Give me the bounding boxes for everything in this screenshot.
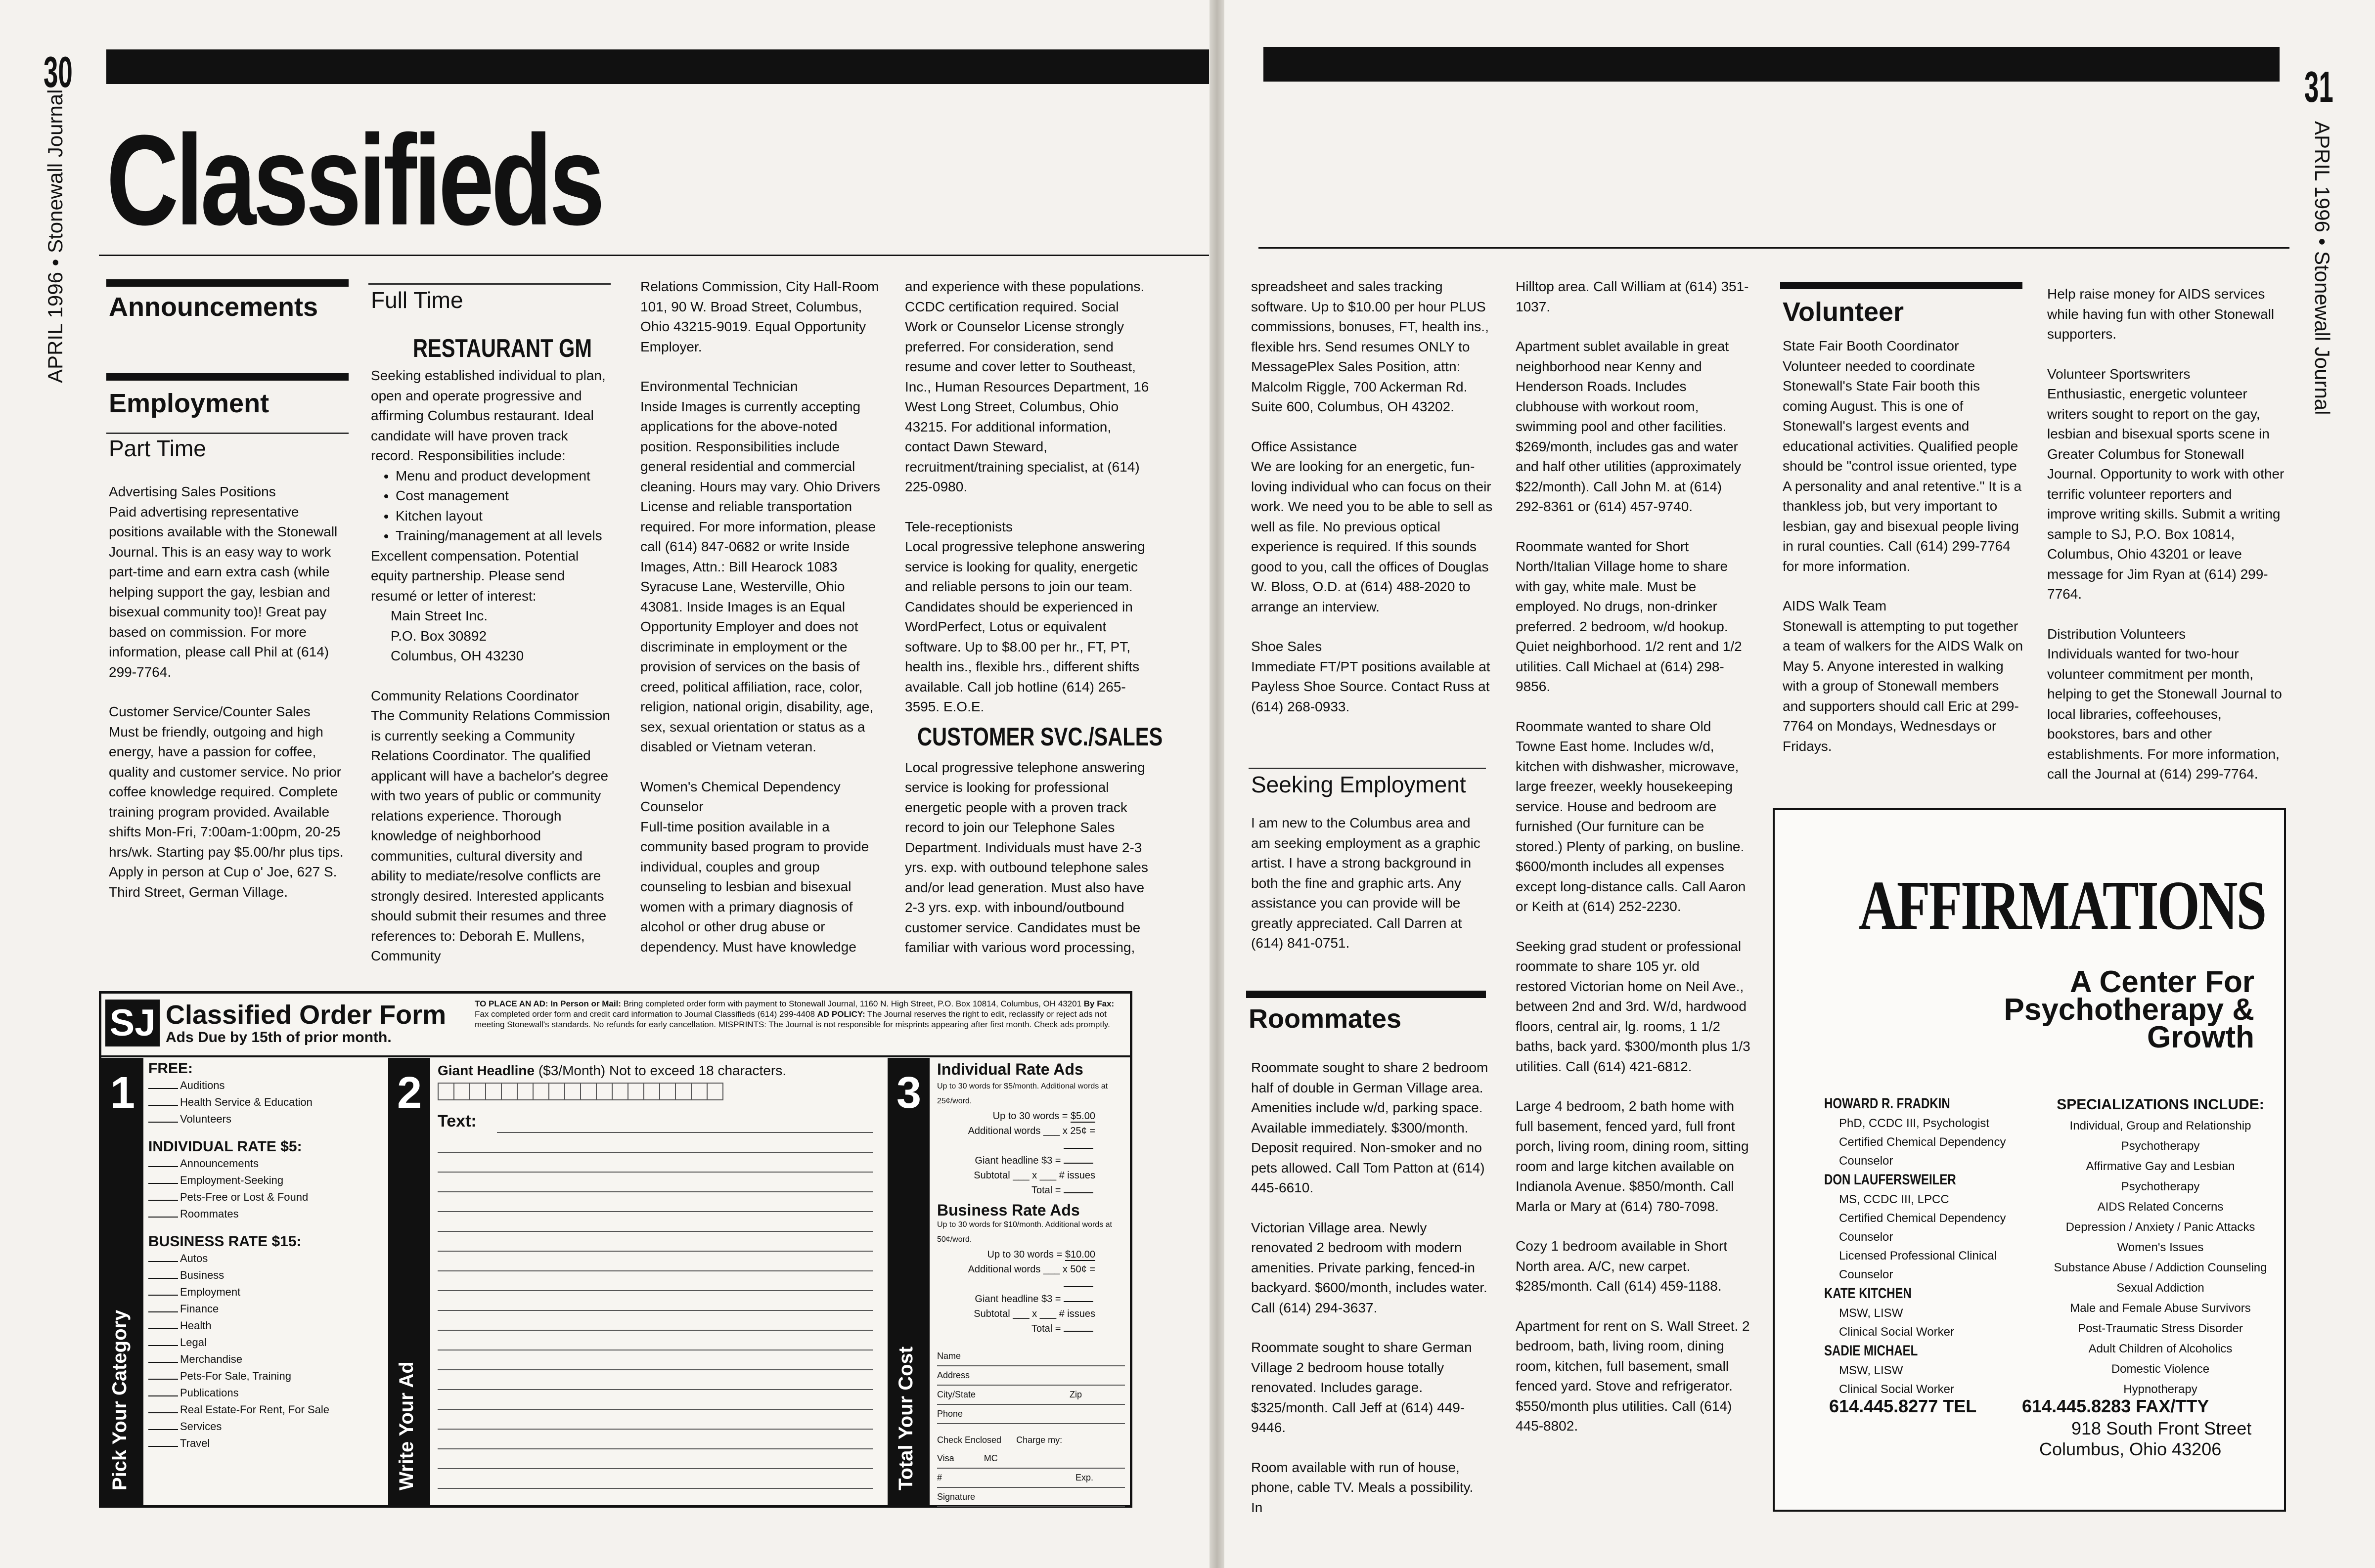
business-rate-title: Business Rate Ads bbox=[937, 1201, 1080, 1219]
text-label: Text: bbox=[438, 1112, 477, 1131]
ad-aids-help: Help raise money for AIDS services while having fun with other Stonewall supporters. bbox=[2047, 286, 2275, 342]
category-option[interactable]: Employment bbox=[148, 1284, 383, 1301]
announcements-heading: Announcements bbox=[109, 292, 318, 322]
ad-roommate: Roommate wanted to share Old Towne East home. Includes w/d, kitchen with dishwasher, microwave, large freezer, weekly housekeeping service. House and bedroom are furnished (Our furniture can be stored.) Plenty of parking, on busline. $600/month includes all expenses except long-distance calls. Call Aaron or Keith at (614) 252-2230. bbox=[1516, 718, 1746, 914]
ad-office-assistance: Office Assistance We are looking for an energetic, fun-loving individual who can focus on their work. We need you to be able to sell as well as file. No previous optical experience is required. If this sounds good to you, call the offices of Douglas W. Bloss, O.D. at (614) 488-2020 to arrange an interview. bbox=[1251, 438, 1493, 614]
business-rate-note: Up to 30 words for $10/month. Additional words at 50¢/word. bbox=[937, 1220, 1112, 1244]
affirmations-subtitle bbox=[1859, 965, 2254, 1054]
phone-field: Phone bbox=[937, 1405, 1125, 1424]
spec-item: Depression / Anxiety / Panic Attacks bbox=[2065, 1220, 2255, 1234]
instr-text: Bring completed order form with payment to Stonewall Journal, 1160 N. High Street, P.O. Box 10814, Columbus, OH 43201 bbox=[623, 999, 1082, 1008]
form-instructions bbox=[475, 999, 1122, 1030]
tab-label: Pick Your Category bbox=[109, 1309, 131, 1490]
customer-svc-title: CUSTOMER SVC./SALES bbox=[917, 722, 1163, 751]
duty-item: • Cost management bbox=[396, 486, 613, 506]
category-option[interactable]: Merchandise bbox=[148, 1351, 383, 1368]
instr-label: TO PLACE AN AD: In Person or Mail: bbox=[475, 999, 621, 1008]
seeking-employment-subhead: Seeking Employment bbox=[1251, 772, 1466, 797]
full-time-rule bbox=[368, 283, 611, 285]
title-rule bbox=[99, 255, 1209, 256]
left-page-number: 30 bbox=[44, 47, 73, 96]
giant-headline-note: ($3/Month) Not to exceed 18 characters. bbox=[538, 1063, 786, 1078]
address-line: Main Street Inc. bbox=[391, 608, 488, 623]
category-option[interactable]: Pets-For Sale, Training bbox=[148, 1368, 383, 1385]
seeking-employment-text: I am new to the Columbus area and am seeking employment as a graphic artist. I have a strong background in both the fine and graphic arts. Any assistance you can provide will be greatly appreciated. Call Darren at (614) 841-0751. bbox=[1251, 815, 1480, 951]
right-column-3 bbox=[1783, 336, 2025, 776]
category-option[interactable]: Roommates bbox=[148, 1206, 383, 1222]
page-gutter bbox=[1210, 0, 1224, 1568]
tab-total-cost bbox=[888, 1058, 930, 1505]
ad-community-relations: Community Relations Coordinator The Community Relations Commission is currently seeking a Community Relations Coordinator. The qualified applicant will have a bachelor's degree with two years of public or community relations experience. Thorough knowledge of neighborhood communities, cultural diversity and ability to mediate/resolve conflicts are strongly desired. Interested applicants should submit their resumes and three references to: Deborah E. Mullens, Community bbox=[371, 688, 610, 963]
tab-number: 2 bbox=[397, 1068, 422, 1118]
classified-order-form bbox=[99, 991, 1132, 1508]
tab-label: Total Your Cost bbox=[895, 1346, 917, 1490]
address-line-1: 918 South Front Street bbox=[2071, 1418, 2252, 1438]
ad-roommate: Hilltop area. Call William at (614) 351-1037. bbox=[1516, 279, 1749, 314]
card-field: # Exp. bbox=[937, 1469, 1125, 1488]
ad-sportswriters: Volunteer Sportswriters Enthusiastic, energetic volunteer writers sought to report on the gay, lesbian and bisexual sports scene in Greater Columbus for Stonewall Journal. Opportunity to work with other terrific volunteer reporters and improve writing skills. Submit a writing sample to SJ, P.O. Box 10814, Columbus, Ohio 43201 or leave message for Jim Ryan at (614) 299-7764. bbox=[2047, 366, 2285, 602]
spec-item: Individual, Group and Relationship Psychotherapy bbox=[2069, 1119, 2251, 1153]
ad-counselor-cont: and experience with these populations. CCDC certification required. Social Work or Counselor License strongly preferred. For consideration, send resume and cover letter to Southeast, Inc., Human Resources Department, 16 West Long Street, Columbus, Ohio 43215. For additional information, contact Dawn Steward, recruitment/training specialist, at (614) 225-0980. bbox=[905, 279, 1149, 494]
left-column-3 bbox=[640, 277, 883, 977]
instr-label: AD POLICY: bbox=[817, 1009, 865, 1019]
full-time-subhead: Full Time bbox=[371, 287, 463, 313]
ad-distribution: Distribution Volunteers Individuals wanted for two-hour volunteer commitment per month, helping to get the Stonewall Journal to local libraries, coffeehouses, bookstores, bars and other establishments. For more information, call the Journal at (614) 299-7764. bbox=[2047, 626, 2282, 782]
ad-customer-svc: Local progressive telephone answering service is looking for professional energetic people with a proven track record to join our Telephone Sales Department. Individuals must have 2-3 yrs. exp. with outbound telephone sales and/or lead generation. Must also have 2-3 yrs. exp. with inbound/outbound customer service. Candidates must be familiar with various word processing, bbox=[905, 759, 1148, 955]
ad-aids-walk: AIDS Walk Team Stonewall is attempting to put together a team of walkers for the AIDS Walk on May 5. Anyone interested in walking with a group of Stonewall members and supporters should call Eric at 299-7764 on Mondays, Wednesdays or Fridays. bbox=[1783, 598, 2023, 754]
ad-roommate: Apartment for rent on S. Wall Street. 2 bedroom, bath, living room, dining room, kitchen, full basement, small fenced yard. Stove and refrigerator. $550/month plus utilities. Call (614) 445-8802. bbox=[1516, 1318, 1750, 1434]
specializations bbox=[2052, 1094, 2269, 1399]
roommates-bar bbox=[1246, 991, 1486, 998]
staff-name: KATE KITCHEN bbox=[1824, 1285, 1912, 1302]
ad-state-fair: State Fair Booth Coordinator Volunteer needed to coordinate Stonewall's State Fair booth this coming August. This is one of Stonewall's largest events and educational activities. Qualified people should be "control issue oriented, type A personality and anal retentive." It is a thankless job, but very important to lesbian, gay and bisexual people living in rural counties. Call (614) 299-7764 for more information. bbox=[1783, 338, 2022, 574]
category-option[interactable]: Pets-Free or Lost & Found bbox=[148, 1189, 383, 1206]
staff-member: SADIE MICHAEL MSW, LISW Clinical Social Worker bbox=[1824, 1343, 1954, 1396]
giant-headline-boxes[interactable] bbox=[438, 1083, 883, 1103]
sj-logo: SJ bbox=[105, 1000, 160, 1046]
ad-roommate: Apartment sublet available in great neighborhood near Kenny and Henderson Roads. Includes clubhouse with workout room, swimming pool and other facilities. $269/month, includes gas and water and half other utilities (approximately $22/month). Call John M. at (614) 292-8361 or (614) 457-9740. bbox=[1516, 339, 1742, 514]
address-line: P.O. Box 30892 bbox=[391, 628, 487, 644]
ad-relations-cont: Relations Commission, City Hall-Room 101, 90 W. Broad Street, Columbus, Ohio 43215-9019. Equal Opportunity Employer. bbox=[640, 279, 879, 354]
category-option[interactable]: Publications bbox=[148, 1385, 383, 1401]
city-zip-field: City/State Zip bbox=[937, 1386, 1125, 1405]
tab-number: 3 bbox=[896, 1068, 922, 1118]
category-option[interactable]: Announcements bbox=[148, 1155, 383, 1172]
subtitle-line: A Center For bbox=[2069, 965, 2254, 999]
duty-item: • Training/management at all levels bbox=[396, 526, 613, 546]
affirmations-ad bbox=[1773, 808, 2286, 1512]
duty-item: • Kitchen layout bbox=[396, 506, 613, 526]
individual-rate-rows[interactable]: Up to 30 words = $5.00 Additional words ___ x 25¢ = Giant headline $3 = Subtotal ___ x ___ # issues Total = bbox=[968, 1111, 1095, 1196]
staff-name: HOWARD R. FRADKIN bbox=[1824, 1095, 1950, 1112]
affirmations-logo: AFFIRMATIONS bbox=[1859, 866, 2265, 944]
individual-rate-title: Individual Rate Ads bbox=[937, 1060, 1083, 1078]
category-option[interactable]: Real Estate-For Rent, For Sale bbox=[148, 1401, 383, 1418]
spec-item: Women's Issues bbox=[2117, 1241, 2204, 1254]
right-running-head: APRIL 1996 • Stonewall Journal bbox=[2311, 121, 2334, 415]
spec-title: SPECIALIZATIONS INCLUDE: bbox=[2057, 1096, 2264, 1113]
ad-roommate: Victorian Village area. Newly renovated 2 bedroom with modern amenities. Private parking, fenced-in backyard. $600/month, includes water. Call (614) 294-3637. bbox=[1251, 1220, 1487, 1315]
instr-label: By Fax: bbox=[1083, 999, 1115, 1008]
restaurant-gm-after: Excellent compensation. Potential equity partnership. Please send resumé or letter of interest: bbox=[371, 548, 579, 604]
ad-advertising-sales: Advertising Sales Positions Paid advertising representative positions available with the Stonewall Journal. This is an easy way to work part-time and earn extra cash (while helping support the gay, lesbian and bisexual community too)! Great pay based on commission. For more information, please call Phil at (614) 299-7764. bbox=[109, 484, 338, 680]
ad-environmental-tech: Environmental Technician Inside Images is currently accepting applications for the above-noted position. Responsibilities include general residential and commercial cleaning. Hours may vary. Ohio Drivers License and reliable transportation required. For more information, please call (614) 847-0682 or write Inside Images, Attn.: Bill Hearock 1083 Syracuse Lane, Westerville, Ohio 43081. Inside Images is an Equal Opportunity Employer and does not discriminate in employment or the provision of services on the basis of creed, political affiliation, race, color, religion, national origin, disability, age, sex, sexual orientation or status as a disabled or Vietnam veteran. bbox=[640, 379, 880, 754]
subtitle-line: Growth bbox=[2147, 1020, 2254, 1054]
right-column-2 bbox=[1516, 277, 1753, 1456]
employment-heading: Employment bbox=[109, 389, 269, 418]
spec-item: Hypnotherapy bbox=[2123, 1383, 2197, 1396]
staff-member: KATE KITCHEN MSW, LISW Clinical Social Worker bbox=[1824, 1285, 1954, 1339]
left-column-2 bbox=[371, 366, 613, 986]
right-page-number: 31 bbox=[2304, 62, 2333, 111]
subtitle-line: Psychotherapy & bbox=[2004, 993, 2254, 1027]
spec-item: Post-Traumatic Stress Disorder bbox=[2078, 1322, 2243, 1335]
address-field: Address bbox=[937, 1366, 1125, 1386]
spec-item: Adult Children of Alcoholics bbox=[2088, 1342, 2233, 1355]
individual-heading: INDIVIDUAL RATE $5: bbox=[148, 1138, 302, 1155]
category-option[interactable]: Employment-Seeking bbox=[148, 1172, 383, 1189]
spec-item: Substance Abuse / Addiction Counseling bbox=[2054, 1261, 2267, 1274]
ad-messageplex: spreadsheet and sales tracking software. Up to $10.00 per hour PLUS commissions, bonuses, FT, health ins., flexible hrs. Send resumes ONLY to MessagePlex Sales Position, attn: Malcolm Riggle, 700 Ackerman Rd. Suite 600, Columbus, OH 43202. bbox=[1251, 279, 1489, 414]
staff-name: SADIE MICHAEL bbox=[1824, 1343, 1918, 1359]
duty-item: • Menu and product development bbox=[396, 466, 613, 486]
category-list bbox=[148, 1060, 383, 1452]
form-title: Classified Order Form bbox=[166, 1000, 447, 1030]
right-column-4 bbox=[2047, 284, 2285, 804]
address-line-2: Columbus, Ohio 43206 bbox=[2039, 1439, 2222, 1459]
right-header-bar bbox=[1263, 47, 2280, 82]
ad-roommate: Room available with run of house, phone, cable TV. Meals a possibility. In bbox=[1251, 1459, 1474, 1515]
tab-label: Write Your Ad bbox=[396, 1361, 417, 1490]
instr-text: Fax completed order form and credit card information to Journal Classifieds (614) 299-4408 bbox=[475, 1009, 815, 1019]
business-heading: BUSINESS RATE $15: bbox=[148, 1233, 302, 1250]
name-field: Name bbox=[937, 1347, 1125, 1366]
tab-number: 1 bbox=[110, 1068, 135, 1118]
spec-item: Male and Female Abuse Survivors bbox=[2070, 1302, 2251, 1315]
left-column-4 bbox=[905, 277, 1163, 978]
right-column-1a bbox=[1251, 277, 1498, 737]
restaurant-gm-title: RESTAURANT GM bbox=[413, 334, 592, 363]
ad-tele-receptionists: Tele-receptionists Local progressive telephone answering service is looking for quality, energetic and reliable persons to join our team. Candidates should be experienced in WordPerfect, Lotus or equivalent software. Up to $8.00 per hr., FT, PT, health ins., flexible hrs., different shifts available. Call job hotline (614) 265-3595. E.O.E. bbox=[905, 519, 1145, 714]
write-ad-area bbox=[438, 1063, 883, 1131]
form-due: Ads Due by 15th of prior month. bbox=[166, 1029, 392, 1045]
announcements-bar bbox=[106, 279, 349, 287]
category-option[interactable]: Volunteers bbox=[148, 1111, 383, 1128]
individual-rate-note: Up to 30 words for $5/month. Additional words at 25¢/word. bbox=[937, 1082, 1108, 1105]
right-column-1b bbox=[1251, 1058, 1488, 1537]
spec-item: Domestic Violence bbox=[2111, 1362, 2210, 1376]
tab-pick-category bbox=[101, 1058, 143, 1505]
roommates-heading: Roommates bbox=[1249, 1004, 1402, 1034]
contact-fields[interactable] bbox=[937, 1347, 1125, 1507]
ad-roommate: Seeking grad student or professional roommate to share 105 yr. old restored Victorian home on Neil Ave., between 2nd and 3rd. W/d, hardwood floors, central air, lg. rooms, 1 1/2 baths, back yard. $300/month plus 1/3 utilities. Call (614) 421-6812. bbox=[1516, 938, 1750, 1074]
ad-roommate: Large 4 bedroom, 2 bath home with full basement, fenced yard, full front porch, living room, dining room, sitting room and large kitchen available on Indianola Avenue. $850/month. Call Marla or Mary at (614) 780-7098. bbox=[1516, 1098, 1749, 1214]
category-option[interactable]: Business bbox=[148, 1267, 383, 1284]
ad-roommate: Cozy 1 bedroom available in Short North area. A/C, new carpet. $285/month. Call (614) 459-1188. bbox=[1516, 1238, 1728, 1294]
signature-field: Signature bbox=[937, 1488, 1125, 1507]
spec-item: Affirmative Gay and Lesbian Psychotherapy bbox=[2086, 1160, 2235, 1193]
category-option[interactable]: Services bbox=[148, 1418, 383, 1435]
tab-write-ad bbox=[388, 1058, 430, 1505]
tel-number: 614.445.8277 TEL bbox=[1829, 1396, 1977, 1416]
ad-roommate: Roommate wanted for Short North/Italian Village home to share with gay, white male. Must be employed. No drugs, non-drinker preferred. 2 bedroom, w/d hookup. Quiet neighborhood. 1/2 rent and 1/2 utilities. Call Michael at (614) 298-9856. bbox=[1516, 538, 1742, 694]
ad-text-lines[interactable] bbox=[438, 1122, 873, 1498]
ad-customer-service: Customer Service/Counter Sales Must be friendly, outgoing and high energy, have a passion for coffee, quality and customer service. No prior coffee knowledge required. Complete training program provided. Available shifts Mon-Fri, 7:00am-1:00pm, 20-25 hrs/wk. Starting pay $5.00/hr plus tips. Apply in person at Cup o' Joe, 627 S. Third Street, German Village. bbox=[109, 704, 344, 900]
seeking-rule bbox=[1249, 768, 1486, 769]
category-option[interactable]: Travel bbox=[148, 1435, 383, 1452]
employment-rule bbox=[106, 433, 349, 434]
instr-text: The Journal reserves the right to edit, reclassify or reject ads not meeting Stonewall's standards. No refunds for early cancellation. MISPRINTS: The Journal is not responsible for misprints appearing after first month. Check ads promptly. bbox=[475, 1009, 1110, 1029]
volunteer-bar bbox=[1780, 282, 2022, 289]
category-option[interactable]: Finance bbox=[148, 1301, 383, 1317]
business-rate-rows[interactable]: Up to 30 words = $10.00 Additional words ___ x 50¢ = Giant headline $3 = Subtotal ___ x ___ # issues Total = bbox=[968, 1249, 1095, 1334]
category-option[interactable]: Legal bbox=[148, 1334, 383, 1351]
left-column-1 bbox=[109, 482, 351, 922]
ad-roommate: Roommate sought to share 2 bedroom half of double in German Village area. Amenities include w/d, parking space. Available immediately. $300/month. Deposit required. Non-smoker and no pets allowed. Call Tom Patton at (614) 445-6610. bbox=[1251, 1060, 1488, 1195]
giant-headline-label: Giant Headline bbox=[438, 1063, 535, 1078]
category-option[interactable]: Autos bbox=[148, 1250, 383, 1267]
fax-number: 614.445.8283 FAX/TTY bbox=[2022, 1396, 2209, 1416]
staff-list bbox=[1824, 1094, 2047, 1399]
volunteer-heading: Volunteer bbox=[1783, 297, 1904, 327]
employment-bar bbox=[106, 373, 349, 381]
address-line: Columbus, OH 43230 bbox=[391, 648, 524, 663]
cost-area bbox=[937, 1062, 1125, 1507]
staff-name: DON LAUFERSWEILER bbox=[1824, 1172, 1956, 1188]
part-time-subhead: Part Time bbox=[109, 436, 206, 461]
free-heading: FREE: bbox=[148, 1060, 193, 1077]
restaurant-gm-duties bbox=[371, 466, 613, 546]
page-title: Classifieds bbox=[106, 109, 602, 252]
restaurant-gm-intro: Seeking established individual to plan, open and operate progressive and affirming Columbus restaurant. Ideal candidate will have proven track record. Responsibilities include: bbox=[371, 368, 606, 463]
form-top-rule bbox=[101, 1055, 1130, 1057]
spec-item: AIDS Related Concerns bbox=[2097, 1200, 2224, 1214]
ad-shoe-sales: Shoe Sales Immediate FT/PT positions available at Payless Shoe Source. Contact Russ at (614) 268-0933. bbox=[1251, 639, 1490, 714]
payment-field: Check Enclosed Charge my: Visa MC bbox=[937, 1431, 1125, 1469]
category-option[interactable]: Auditions bbox=[148, 1077, 383, 1094]
spec-item: Sexual Addiction bbox=[2116, 1281, 2204, 1295]
left-running-head: APRIL 1996 • Stonewall Journal bbox=[44, 89, 67, 383]
right-top-rule bbox=[1258, 247, 2289, 249]
staff-member: DON LAUFERSWEILER MS, CCDC III, LPCC Certified Chemical Dependency Counselor Licensed Professional Clinical Counselor bbox=[1824, 1172, 2006, 1281]
staff-member: HOWARD R. FRADKIN PhD, CCDC III, Psychologist Certified Chemical Dependency Counselor bbox=[1824, 1095, 2006, 1168]
ad-roommate: Roommate sought to share German Village 2 bedroom house totally renovated. Includes garage. $325/month. Call Jeff at (614) 449-9446. bbox=[1251, 1340, 1472, 1435]
category-option[interactable]: Health bbox=[148, 1317, 383, 1334]
left-header-bar bbox=[106, 49, 1209, 84]
ad-womens-counselor: Women's Chemical Dependency Counselor Full-time position available in a community based program to provide individual, couples and group counseling to lesbian and bisexual women with a primary diagnosis of alcohol or other drug abuse or dependency. Must have knowledge bbox=[640, 779, 869, 955]
category-option[interactable]: Health Service & Education bbox=[148, 1094, 383, 1111]
